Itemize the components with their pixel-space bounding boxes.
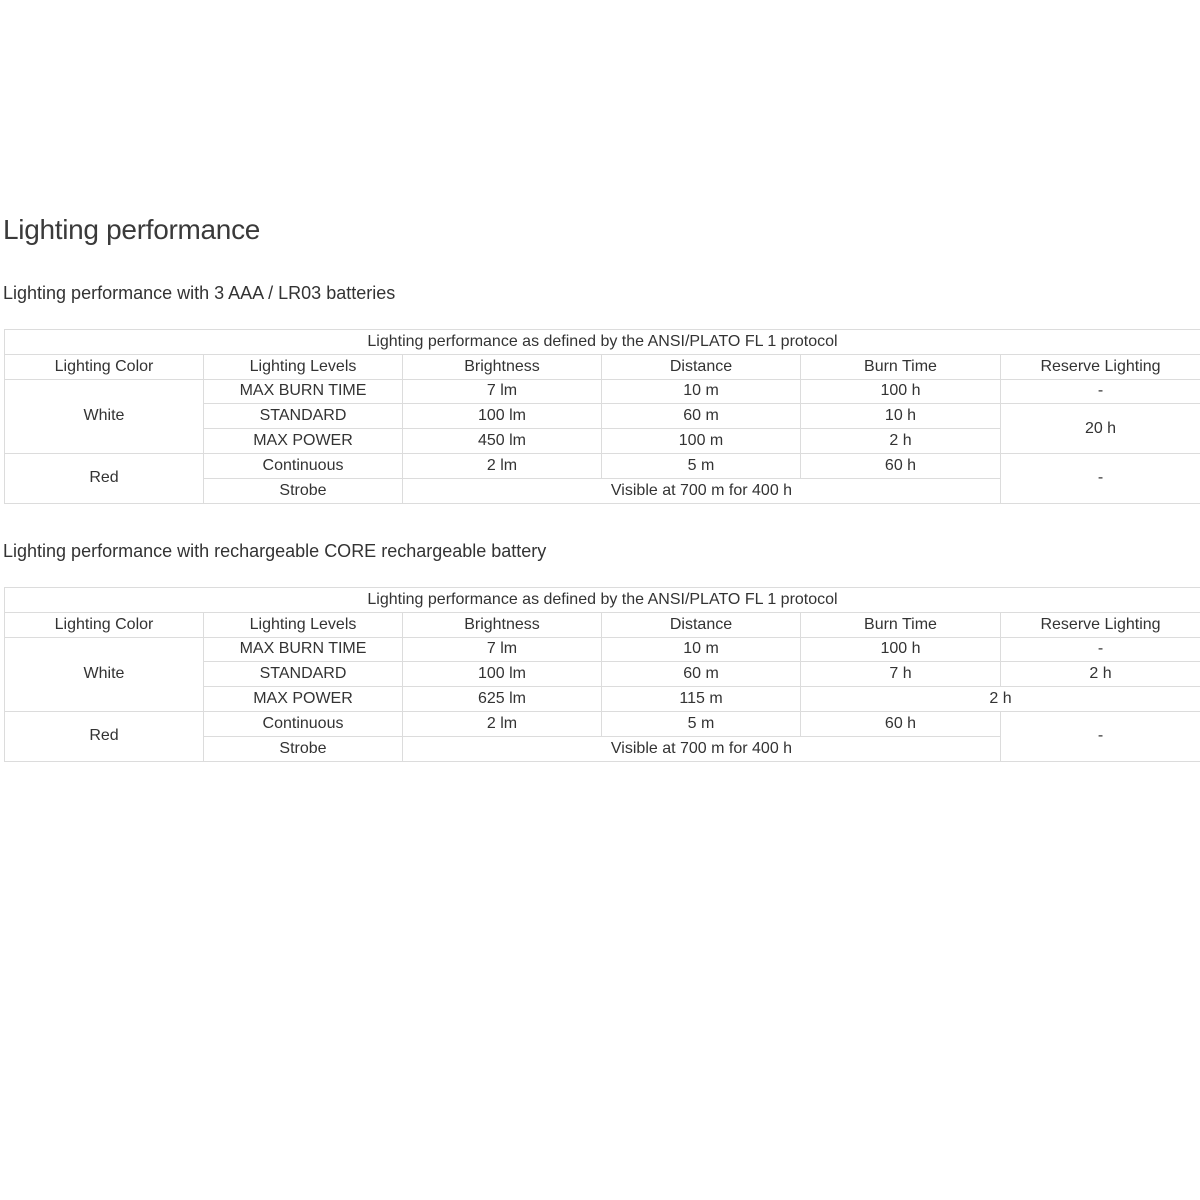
burn-time-cell: 100 h [801, 379, 1001, 404]
table-row [5, 379, 1200, 404]
column-header: Burn Time [801, 612, 1001, 637]
column-header: Lighting Color [5, 612, 204, 637]
distance-cell: 10 m [602, 637, 801, 662]
performance-table-batteries [4, 329, 1200, 504]
level-cell: Strobe [204, 478, 403, 503]
section-title-batteries: Lighting performance with 3 AAA / LR03 batteries [3, 283, 396, 303]
distance-cell: 10 m [602, 379, 801, 404]
burn-reserve-merged-cell: 2 h [801, 687, 1200, 712]
table-header-row [5, 612, 1200, 637]
table-row [5, 330, 1200, 355]
level-cell: STANDARD [204, 404, 403, 429]
strobe-value-cell: Visible at 700 m for 400 h [403, 478, 1001, 503]
column-header: Distance [602, 612, 801, 637]
table-row [5, 637, 1200, 662]
table-row [5, 588, 1200, 613]
color-cell-red: Red [5, 711, 204, 761]
brightness-cell: 7 lm [403, 379, 602, 404]
column-header: Lighting Levels [204, 612, 403, 637]
reserve-cell-merged: - [1001, 453, 1200, 503]
level-cell: STANDARD [204, 662, 403, 687]
brightness-cell: 100 lm [403, 662, 602, 687]
distance-cell: 60 m [602, 404, 801, 429]
level-cell: MAX BURN TIME [204, 379, 403, 404]
distance-cell: 100 m [602, 429, 801, 454]
column-header: Reserve Lighting [1001, 354, 1200, 379]
protocol-caption: Lighting performance as defined by the ANSI/PLATO FL 1 protocol [5, 588, 1200, 613]
distance-cell: 60 m [602, 662, 801, 687]
level-cell: MAX BURN TIME [204, 637, 403, 662]
brightness-cell: 2 lm [403, 711, 602, 736]
table-row [5, 711, 1200, 736]
distance-cell: 5 m [602, 711, 801, 736]
brightness-cell: 625 lm [403, 687, 602, 712]
color-cell-white: White [5, 379, 204, 453]
brightness-cell: 100 lm [403, 404, 602, 429]
column-header: Burn Time [801, 354, 1001, 379]
column-header: Lighting Levels [204, 354, 403, 379]
color-cell-white: White [5, 637, 204, 711]
reserve-cell: - [1001, 637, 1200, 662]
brightness-cell: 2 lm [403, 453, 602, 478]
burn-time-cell: 2 h [801, 429, 1001, 454]
burn-time-cell: 100 h [801, 637, 1001, 662]
column-header: Reserve Lighting [1001, 612, 1200, 637]
burn-time-cell: 7 h [801, 662, 1001, 687]
burn-time-cell: 60 h [801, 453, 1001, 478]
column-header: Brightness [403, 612, 602, 637]
section-title-core-battery: Lighting performance with rechargeable CORE rechargeable battery [3, 541, 547, 561]
performance-table-core [4, 587, 1200, 762]
level-cell: Strobe [204, 736, 403, 761]
burn-time-cell: 60 h [801, 711, 1001, 736]
protocol-caption: Lighting performance as defined by the ANSI/PLATO FL 1 protocol [5, 330, 1200, 355]
color-cell-red: Red [5, 453, 204, 503]
table-row [5, 453, 1200, 478]
burn-time-cell: 10 h [801, 404, 1001, 429]
level-cell: MAX POWER [204, 687, 403, 712]
distance-cell: 115 m [602, 687, 801, 712]
reserve-cell: - [1001, 379, 1200, 404]
column-header: Distance [602, 354, 801, 379]
reserve-cell: 2 h [1001, 662, 1200, 687]
reserve-cell-merged: 20 h [1001, 404, 1200, 454]
level-cell: MAX POWER [204, 429, 403, 454]
brightness-cell: 7 lm [403, 637, 602, 662]
table-header-row [5, 354, 1200, 379]
column-header: Brightness [403, 354, 602, 379]
reserve-cell-merged: - [1001, 711, 1200, 761]
page-title: Lighting performance [3, 214, 261, 245]
level-cell: Continuous [204, 453, 403, 478]
strobe-value-cell: Visible at 700 m for 400 h [403, 736, 1001, 761]
distance-cell: 5 m [602, 453, 801, 478]
column-header: Lighting Color [5, 354, 204, 379]
brightness-cell: 450 lm [403, 429, 602, 454]
level-cell: Continuous [204, 711, 403, 736]
